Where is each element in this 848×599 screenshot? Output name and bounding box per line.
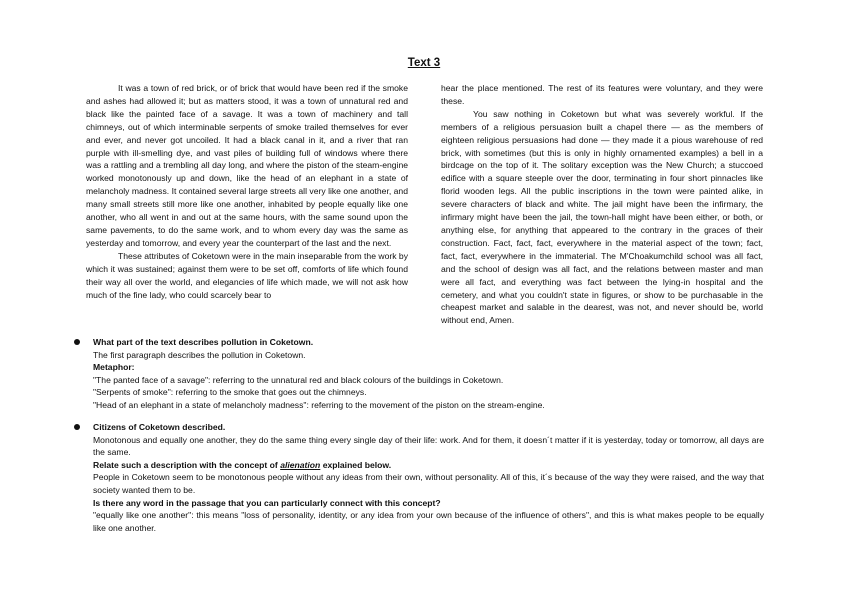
bullet-icon bbox=[74, 339, 80, 345]
page-title: Text 3 bbox=[407, 57, 441, 69]
bullet-icon bbox=[74, 424, 80, 430]
relate-answer: People in Coketown seem to be monotonous people without any ideas from their own, without personality. All of this, it´s because of the way they were raised, and the way that society wanted them to be. bbox=[93, 472, 764, 495]
question-text: What part of the text describes pollution in Coketown. bbox=[93, 337, 314, 347]
passage-paragraph: These attributes of Coketown were in the main inseparable from the work by which it was sustained; against them were to be set off, comforts of life which found their way all over the world, and elegancies of life which made, we will not ask how much of the fine lady, who could scarcely bear to bbox=[86, 250, 408, 300]
question-text: Citizens of Coketown described. bbox=[93, 422, 226, 432]
answer-text: Monotonous and equally one another, they do the same thing every single day of their life: work. And for them, it doesn´t matter if it is yesterday, today or tomorrow, all days are the same. bbox=[93, 434, 764, 458]
metaphor-point: "Serpents of smoke": referring to the smoke that goes out the chimneys. bbox=[93, 387, 367, 398]
relate-question bbox=[93, 459, 764, 472]
metaphor-point: "The panted face of a savage": referring to the unnatural red and black colours of the buildings in Coketown. bbox=[93, 374, 504, 385]
passage-paragraph: You saw nothing in Coketown but what was severely workful. If the members of a religious persuasion built a chapel there — as the members of eighteen religious persuasions had done — they made it a pious warehouse of red brick, with sometimes (but this is only in highly ornamented examples) a bell in a birdcage on the top of it. The solitary exception was the New Church; a stuccoed edifice with a square steeple over the door, terminating in four short pinnacles like florid wooden legs. All the public inscriptions in the town were painted alike, in severe characters of black and white. The jail might have been the infirmary, the infirmary might have been the jail, the town-hall might have been either, or both, or anything else, for anything that appeared to the contrary in the graces of their construction. Fact, fact, fact, everywhere in the material aspect of the town; fact, fact, fact, everywhere in the immaterial. The M'Choakumchild school was all fact, and the school of design was all fact, and the relations between master and man were all fact, and everything was fact between the lying-in hospital and the cemetery, and what you couldn't state in figures, or show to be purchasable in the cheapest market and salable in the dearest, was not, and never should be, world without end, Amen. bbox=[441, 108, 763, 326]
word-answer: "equally like one another": this means "loss of personality, identity, or any idea from your own because of the influence of others", and this is what makes people to be equally like one another. bbox=[93, 510, 764, 533]
metaphor-point: "Head of an elephant in a state of melancholy madness": referring to the movement of the piston on the stream-engine. bbox=[93, 399, 545, 410]
relate-question-end: explained below. bbox=[320, 459, 392, 470]
passage-right-column bbox=[441, 82, 763, 327]
sub-heading: Metaphor: bbox=[93, 362, 135, 373]
alienation-term: alienation bbox=[280, 459, 321, 470]
answer-text: The first paragraph describes the pollution in Coketown. bbox=[93, 349, 306, 360]
relate-question-start: Relate such a description with the concept of bbox=[93, 459, 281, 470]
word-question: Is there any word in the passage that you can particularly connect with this concept? bbox=[93, 497, 441, 508]
passage-paragraph: It was a town of red brick, or of brick that would have been red if the smoke and ashes had allowed it; but as matters stood, it was a town of unnatural red and black like the painted face of a savage. It was a town of machinery and tall chimneys, out of which interminable serpents of smoke trailed themselves for ever and ever, and never got uncoiled. It had a black canal in it, and a river that ran purple with ill-smelling dye, and vast piles of building full of windows where there was a rattling and a trembling all day long, and where the piston of the steam-engine worked monotonously up and down, like the head of an elephant in a state of melancholy madness. It contained several large streets all very like one another, and many small streets still more like one another, inhabited by people equally like one another, who all went in and out at the same hours, with the same sound upon the same pavements, to do the same work, and to whom every day was the same as yesterday and tomorrow, and every year the counterpart of the last and the next. bbox=[86, 83, 408, 248]
question-block-citizens bbox=[74, 421, 764, 534]
question-block-pollution bbox=[74, 336, 764, 412]
passage-paragraph: hear the place mentioned. The rest of its features were voluntary, and they were these. bbox=[441, 83, 763, 106]
passage-left-column bbox=[86, 82, 408, 301]
